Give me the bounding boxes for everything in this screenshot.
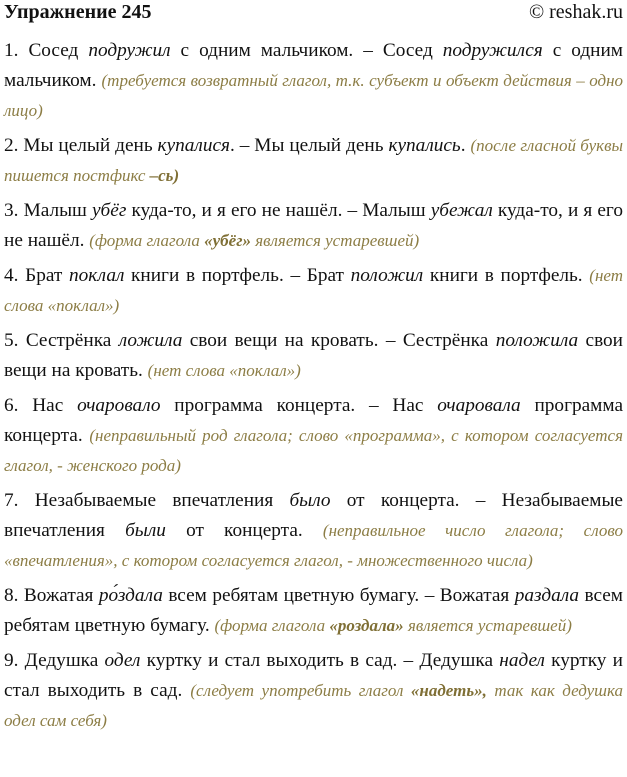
exercise-item-6 [4, 391, 623, 481]
sentence-text: от концерта. [165, 520, 323, 541]
explanation-emphasis: «убёг» [204, 231, 251, 250]
verb-form: очаровала [437, 395, 521, 416]
sentence-text: 2. Мы целый день [4, 135, 158, 156]
sentence-text: 4. Брат [4, 265, 69, 286]
sentence-text: куда-то, и я его не нашёл. [4, 200, 623, 251]
sentence-text: свои вещи на кровать. [4, 330, 624, 381]
sentence-text: программа концерта. – Нас [160, 395, 438, 416]
explanation-emphasis: «роздала» [329, 616, 404, 635]
sentence-text: программа концерта. [4, 395, 623, 446]
sentence-text: куртку и стал выходить в сад. – Дедушка [140, 650, 500, 671]
explanation-comment: является устаревшей) [250, 231, 420, 250]
sentence-text: свои вещи на кровать. – Сестрёнка [182, 330, 496, 351]
verb-form: поклал [69, 265, 125, 286]
sentence-text: с одним мальчиком. [4, 40, 623, 91]
exercise-item-5 [4, 326, 623, 386]
verb-form: были [125, 520, 166, 541]
verb-form: положила [495, 330, 579, 351]
sentence-text: 6. Нас [4, 395, 78, 416]
explanation-comment: (следует употребить глагол [190, 681, 411, 700]
sentence-text: 1. Сосед [4, 40, 89, 61]
verb-form: купалися [157, 135, 230, 156]
verb-form: убежал [430, 200, 493, 221]
sentence-text: книги в портфель. – Брат [124, 265, 351, 286]
exercise-item-2 [4, 131, 623, 191]
sentence-text: от концерта. – Незабываемые впечатления [4, 490, 623, 541]
explanation-comment: (после гласной буквы пишется постфикс [4, 136, 624, 185]
exercise-item-9 [4, 646, 623, 736]
explanation-comment: (неправильный род глагола; слово «программа», с котором согласуется глагол, - женского рода) [4, 426, 623, 475]
sentence-text: 8. Вожатая [4, 585, 99, 606]
explanation-comment: (нет слова «поклал») [147, 361, 301, 380]
verb-form: купались [388, 135, 461, 156]
verb-form: подружил [88, 40, 171, 61]
exercise-title: Упражнение 245 [4, 1, 152, 23]
sentence-text: 5. Сестрёнка [4, 330, 119, 351]
exercise-item-3 [4, 196, 623, 256]
verb-form: подружился [442, 40, 543, 61]
explanation-emphasis: –сь) [149, 166, 180, 185]
explanation-comment: (форма глагола [89, 231, 205, 250]
verb-form: ложила [118, 330, 183, 351]
verb-form: очаровало [77, 395, 161, 416]
verb-form: надел [499, 650, 545, 671]
sentence-text: с одним мальчиком. – Сосед [170, 40, 443, 61]
verb-form: ро́здала [98, 585, 163, 606]
verb-form: убёг [92, 200, 127, 221]
sentence-text: 3. Малыш [4, 200, 92, 221]
sentence-text: всем ребятам цветную бумагу. [4, 585, 624, 636]
sentence-text: 7. Незабываемые впечатления [4, 490, 290, 511]
exercise-item-4 [4, 261, 623, 321]
sentence-text: . [460, 135, 471, 156]
explanation-comment: так как дедушка одел сам себя) [4, 681, 623, 730]
verb-form: раздала [514, 585, 579, 606]
explanation-emphasis: «надеть», [410, 681, 487, 700]
sentence-text: 9. Дедушка [4, 650, 105, 671]
sentence-text: куда-то, и я его не нашёл. – Малыш [126, 200, 431, 221]
explanation-comment: (форма глагола [214, 616, 330, 635]
explanation-comment: (нет слова «поклал») [4, 266, 623, 315]
sentence-text: всем ребятам цветную бумагу. – Вожатая [162, 585, 515, 606]
page-header [0, 0, 627, 30]
sentence-text: . – Мы целый день [229, 135, 389, 156]
exercise-item-1 [4, 36, 623, 126]
verb-form: было [289, 490, 331, 511]
exercise-answers [0, 30, 627, 736]
verb-form: одел [104, 650, 141, 671]
site-credit: © reshak.ru [528, 1, 623, 23]
exercise-item-7 [4, 486, 623, 576]
exercise-item-8 [4, 581, 623, 641]
sentence-text: книги в портфель. [423, 265, 590, 286]
explanation-comment: является устаревшей) [403, 616, 572, 635]
verb-form: положил [350, 265, 424, 286]
explanation-comment: (неправильное число глагола; слово «впечатления», с котором согласуется глагол, - множественного числа) [4, 521, 623, 570]
explanation-comment: (требуется возвратный глагол, т.к. субъект и объект действия – одно лицо) [4, 71, 623, 120]
sentence-text: куртку и стал выходить в сад. [4, 650, 623, 701]
